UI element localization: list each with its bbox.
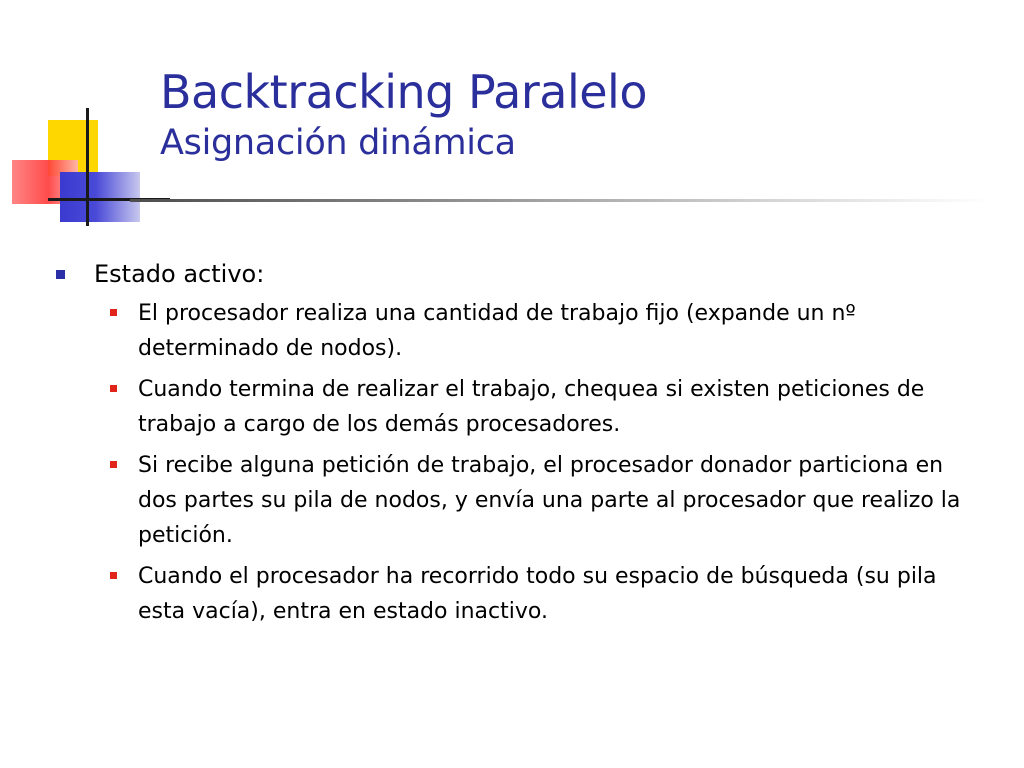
square-bullet-icon [110, 572, 117, 579]
blue-square-shape [60, 172, 140, 222]
bullet-text: Estado activo: [94, 260, 265, 288]
title-underline-rule [130, 199, 990, 202]
sub-bullet-list [54, 296, 984, 629]
bullet-item [54, 256, 984, 292]
slide-title: Backtracking Paralelo [160, 65, 647, 119]
square-bullet-icon [110, 461, 117, 468]
square-bullet-icon [110, 309, 117, 316]
sub-bullet-text: Cuando termina de realizar el trabajo, chequea si existen peticiones de trabajo a cargo de los demás procesadores. [138, 377, 925, 437]
sub-bullet-item [54, 448, 984, 553]
slide-title-block [160, 64, 647, 166]
square-bullet-icon [56, 270, 65, 279]
bullet-content [54, 256, 984, 635]
square-bullet-icon [110, 385, 117, 392]
sub-bullet-text: Cuando el procesador ha recorrido todo su espacio de búsqueda (su pila esta vacía), entra en estado inactivo. [138, 564, 937, 624]
sub-bullet-text: Si recibe alguna petición de trabajo, el procesador donador particiona en dos partes su pila de nodos, y envía una parte al procesador que realizo la petición. [138, 453, 961, 548]
sub-bullet-item [54, 296, 984, 366]
sub-bullet-text: El procesador realiza una cantidad de trabajo fijo (expande un nº determinado de nodos). [138, 301, 856, 361]
sub-bullet-item [54, 372, 984, 442]
sub-bullet-item [54, 559, 984, 629]
slide-subtitle: Asignación dinámica [160, 123, 516, 163]
vertical-line [86, 108, 89, 226]
